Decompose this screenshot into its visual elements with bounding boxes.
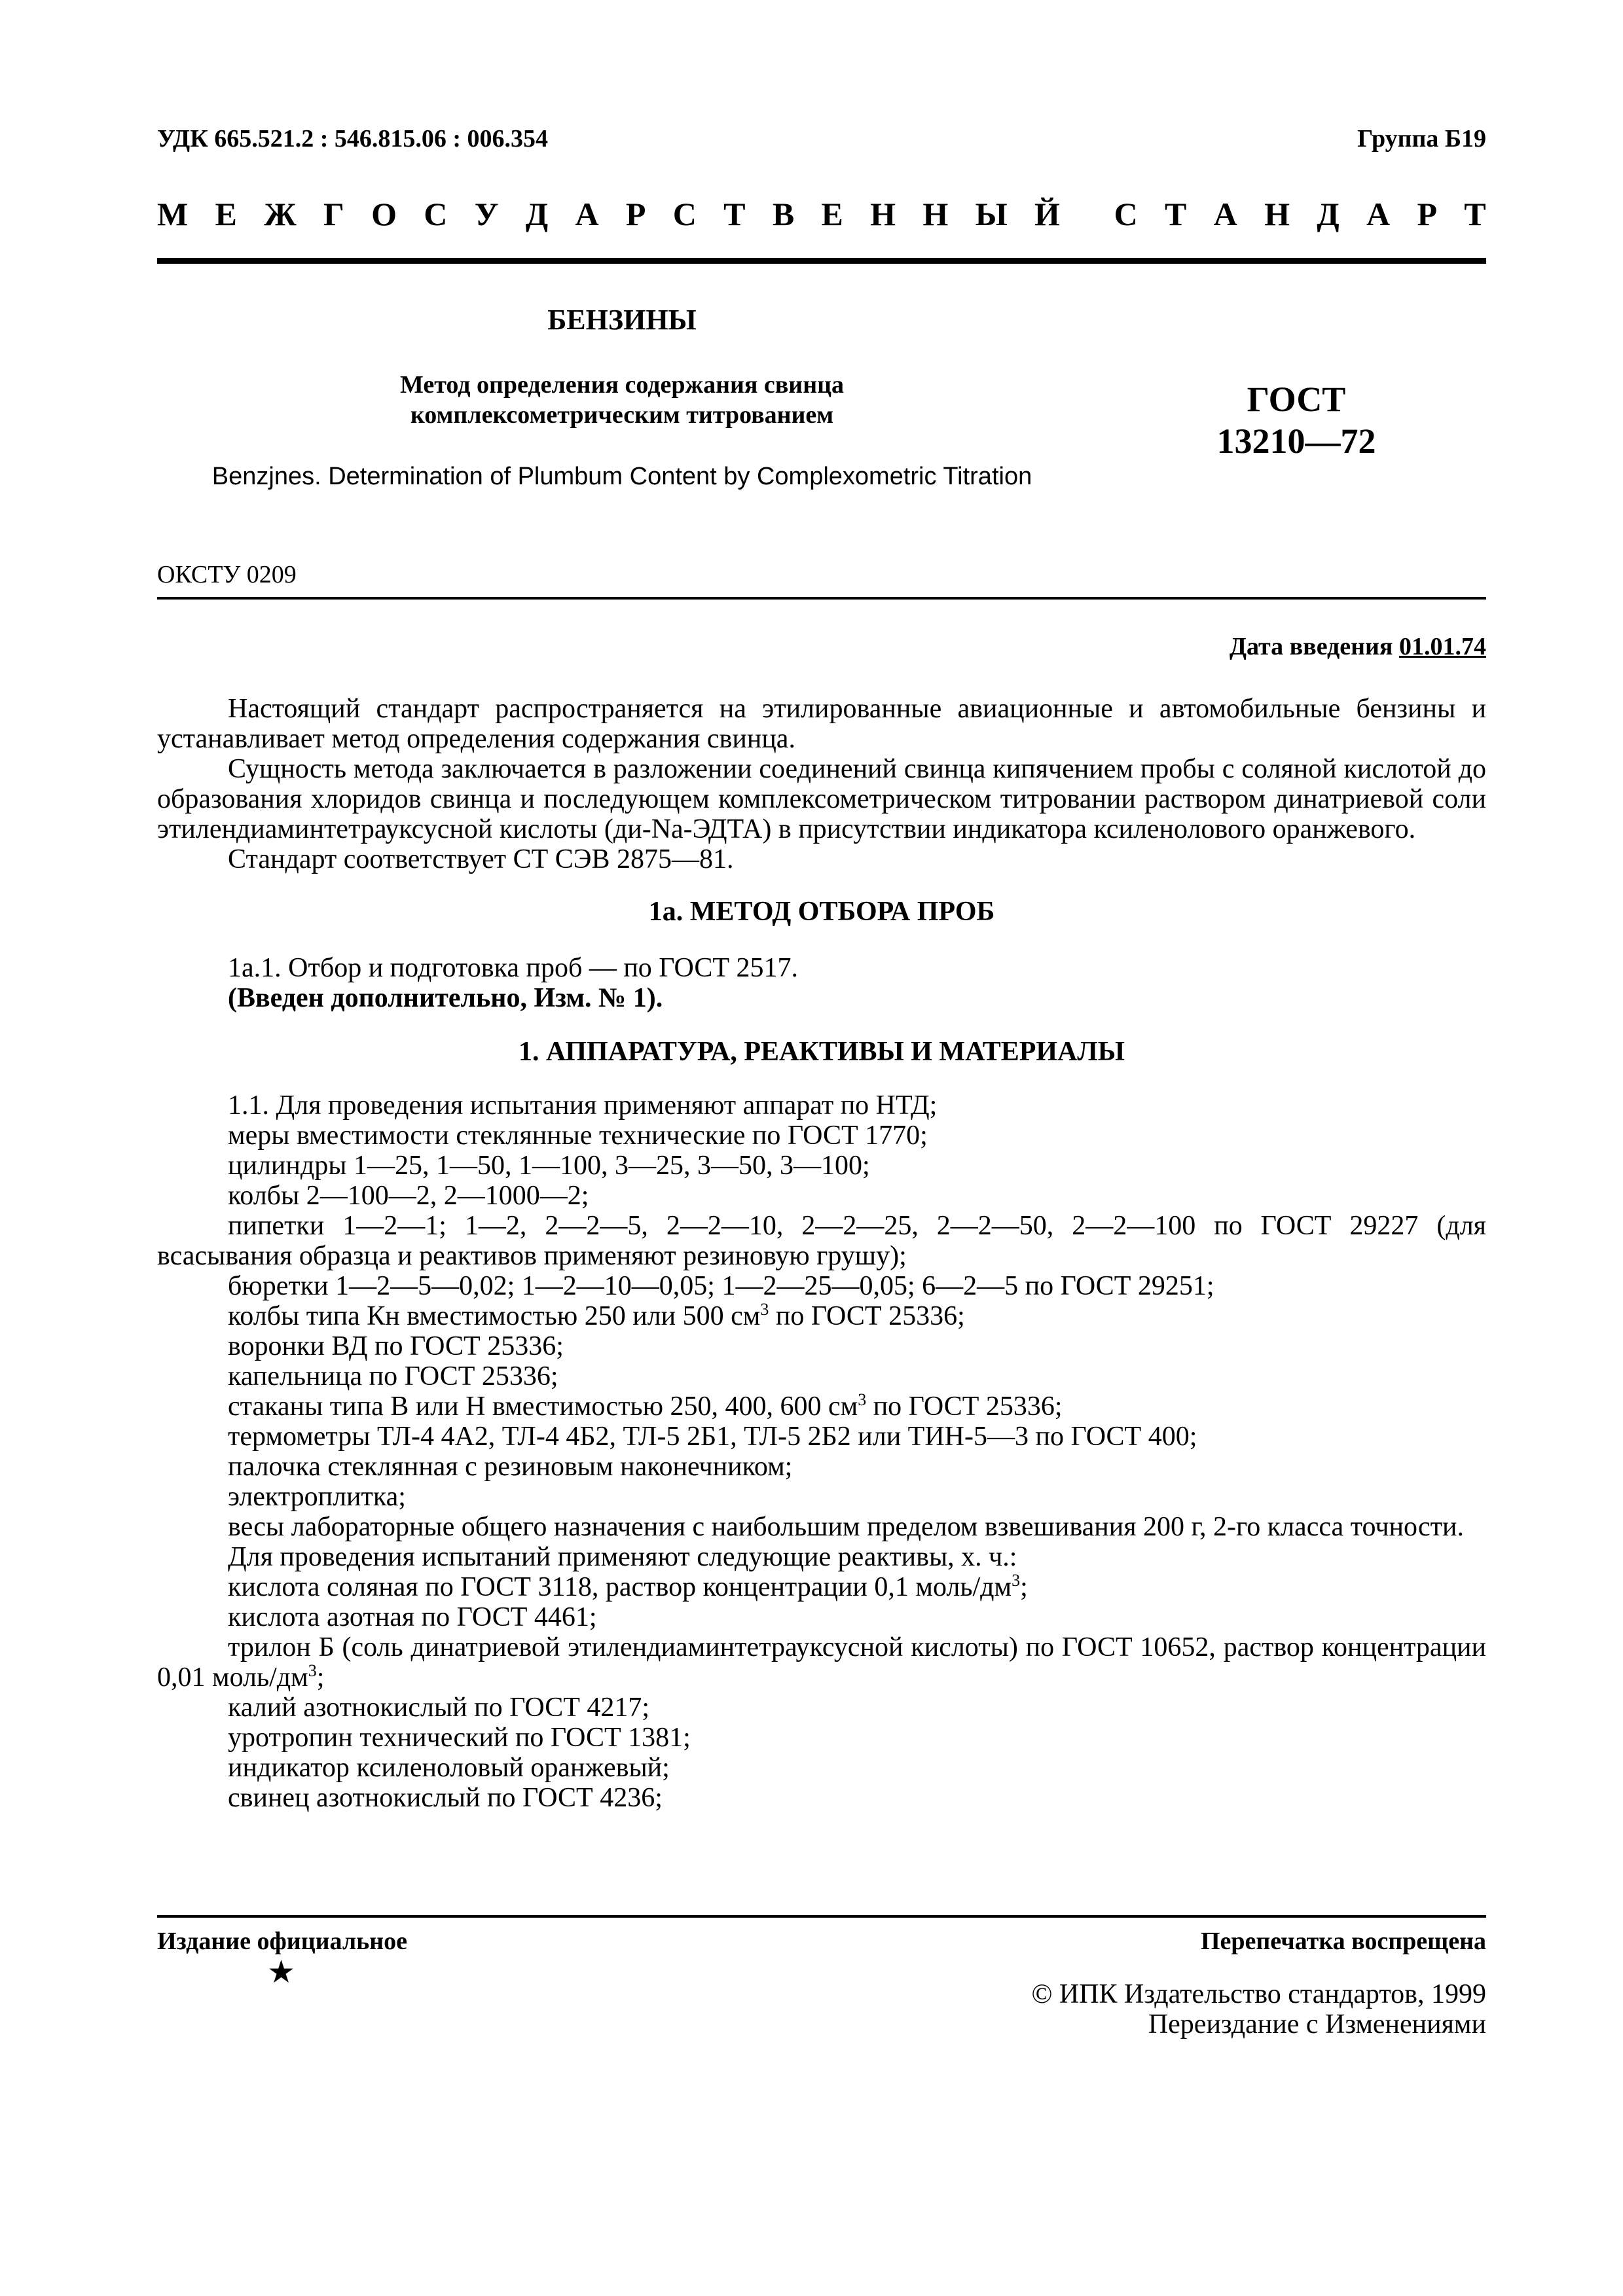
heading-letter: Д — [525, 196, 549, 232]
group-code: Группа Б19 — [1357, 125, 1486, 152]
heading-letter: Т — [723, 196, 746, 232]
date-value: 01.01.74 — [1399, 633, 1486, 660]
list-item: 1.1. Для проведения испытания применяют аппарат по НТД; — [228, 1090, 938, 1121]
list-item: палочка стеклянная с резиновым наконечником; — [228, 1452, 793, 1482]
heading-letter: Ы — [975, 196, 1008, 232]
list-item: колбы 2—100—2, 2—1000—2; — [228, 1181, 589, 1211]
heading-letter: В — [772, 196, 795, 232]
gost-number: 13210—72 — [1216, 422, 1376, 461]
udk-code: УДК 665.521.2 : 546.815.06 : 006.354 — [157, 125, 549, 152]
official-edition-label: Издание официальное — [157, 1928, 408, 1955]
heading-letter: Н — [1264, 196, 1290, 232]
list-item: электроплитка; — [228, 1482, 406, 1512]
heading-letter: Ж — [264, 196, 297, 232]
list-item: трилон Б (соль динатриевой этилендиаминтетрауксусной кислоты) по ГОСТ 10652, раствор концентрации 0,01 моль/$дм^3$; — [157, 1632, 1486, 1693]
document-title: БЕНЗИНЫ — [547, 304, 697, 336]
heading-letter: А — [575, 196, 599, 232]
list-item: калий азотнокислый по ГОСТ 4217; — [228, 1693, 650, 1723]
list-item: стаканы типа В или Н вместимостью 250, 400, 600 $см^3$ по ГОСТ 25336; — [228, 1390, 1063, 1422]
heading-letter: Р — [625, 196, 646, 232]
copyright-block — [1031, 1979, 1486, 2039]
heading-letter: С — [424, 196, 448, 232]
heading-letter: Р — [1417, 196, 1437, 232]
apparatus-list — [157, 1090, 1486, 1813]
copyright-line: © ИПК Издательство стандартов, 1999 — [1031, 1979, 1486, 2009]
introduction-date — [1230, 632, 1486, 661]
english-title: Benzjnes. Determination of Plumbum Content by Complexometric Titration — [211, 463, 1032, 490]
heading-letter: Н — [922, 196, 949, 232]
heading-letter: Е — [215, 196, 237, 232]
heading-letter: А — [1366, 196, 1391, 232]
heading-letter: Е — [821, 196, 843, 232]
heading-letter: Т — [1164, 196, 1187, 232]
list-item: уротропин технический по ГОСТ 1381; — [228, 1723, 691, 1753]
heading-letter: О — [371, 196, 397, 232]
reprint-prohibited-label: Перепечатка воспрещена — [1200, 1928, 1486, 1955]
standard-type-heading — [157, 195, 1486, 233]
heading-letter: У — [474, 196, 499, 232]
header-rule — [157, 258, 1486, 264]
list-item: Для проведения испытаний применяют следующие реактивы, х. ч.: — [228, 1542, 1017, 1572]
list-item: колбы типа Кн вместимостью 250 или 500 $см^3$ по ГОСТ 25336; — [228, 1300, 965, 1331]
list-item: свинец азотнокислый по ГОСТ 4236; — [228, 1783, 663, 1813]
section-1a-item: 1а.1. Отбор и подготовка проб — по ГОСТ 2517. — [228, 953, 799, 983]
list-item: весы лабораторные общего назначения с наибольшим пределом взвешивания 200 г, 2-го класса точности. — [228, 1512, 1464, 1542]
section-1a-heading: 1а. МЕТОД ОТБОРА ПРОБ — [648, 897, 995, 927]
okstu-code: ОКСТУ 0209 — [157, 561, 297, 588]
heading-letter: А — [1213, 196, 1237, 232]
heading-letter: Н — [870, 196, 896, 232]
footer-rule — [157, 1915, 1486, 1918]
heading-letter: Д — [1317, 196, 1340, 232]
heading-letter: С — [1114, 196, 1138, 232]
list-item: индикатор ксиленоловый оранжевый; — [228, 1753, 670, 1783]
document-subtitle-line1: Метод определения содержания свинца — [399, 371, 844, 399]
list-item: цилиндры 1—25, 1—50, 1—100, 3—25, 3—50, 3—100; — [228, 1151, 870, 1181]
heading-letter: Т — [1464, 196, 1486, 232]
document-page — [157, 0, 1486, 2296]
heading-letter: Г — [323, 196, 344, 232]
list-item: кислота соляная по ГОСТ 3118, раствор концентрации 0,1 моль/$дм^3$; — [228, 1571, 1028, 1602]
reissue-line: Переиздание с Изменениями — [1148, 2009, 1486, 2039]
section-1-heading: 1. АППАРАТУРА, РЕАКТИВЫ И МАТЕРИАЛЫ — [519, 1037, 1125, 1067]
okstu-rule — [157, 597, 1486, 600]
list-item: термометры ТЛ-4 4А2, ТЛ-4 4Б2, ТЛ-5 2Б1, ТЛ-5 2Б2 или ТИН-5—3 по ГОСТ 400; — [228, 1422, 1197, 1452]
amendment-note: (Введен дополнительно, Изм. № 1). — [228, 983, 663, 1013]
heading-letter: М — [157, 196, 189, 232]
list-item: воронки ВД по ГОСТ 25336; — [228, 1331, 564, 1361]
intro-section — [157, 694, 1486, 1813]
intro-paragraph-1: Настоящий стандарт распространяется на этилированные авиационные и автомобильные бензины и устанавливает метод определения содержания свинца. — [157, 694, 1486, 754]
list-item: бюретки 1—2—5—0,02; 1—2—10—0,05; 1—2—25—0,05; 6—2—5 по ГОСТ 29251; — [228, 1271, 1214, 1301]
list-item: пипетки 1—2—1; 1—2, 2—2—5, 2—2—10, 2—2—25, 2—2—50, 2—2—100 по ГОСТ 29227 (для всасывания образца и реактивов применяют резиновую грушу); — [157, 1211, 1486, 1271]
list-item: меры вместимости стеклянные технические по ГОСТ 1770; — [228, 1121, 928, 1151]
intro-paragraph-3: Стандарт соответствует СТ СЭВ 2875—81. — [228, 844, 734, 874]
star-icon: ★ — [267, 1955, 296, 1990]
list-item: капельница по ГОСТ 25336; — [228, 1361, 558, 1391]
list-item: кислота азотная по ГОСТ 4461; — [228, 1602, 597, 1632]
date-label: Дата введения — [1229, 633, 1393, 660]
heading-letter: С — [672, 196, 697, 232]
heading-letter: Й — [1034, 196, 1060, 232]
document-subtitle-line2: комплексометрическим титрованием — [410, 401, 834, 429]
gost-label: ГОСТ — [1247, 380, 1346, 419]
intro-paragraph-2: Сущность метода заключается в разложении соединений свинца кипячением пробы с соляной кислотой до образования хлоридов свинца и последующем комплексометрическом титровании раствором динатриевой соли этилендиаминтетрауксусной кислоты (ди-Na-ЭДТА) в присутствии индикатора ксиленолового оранжевого. — [157, 754, 1486, 844]
